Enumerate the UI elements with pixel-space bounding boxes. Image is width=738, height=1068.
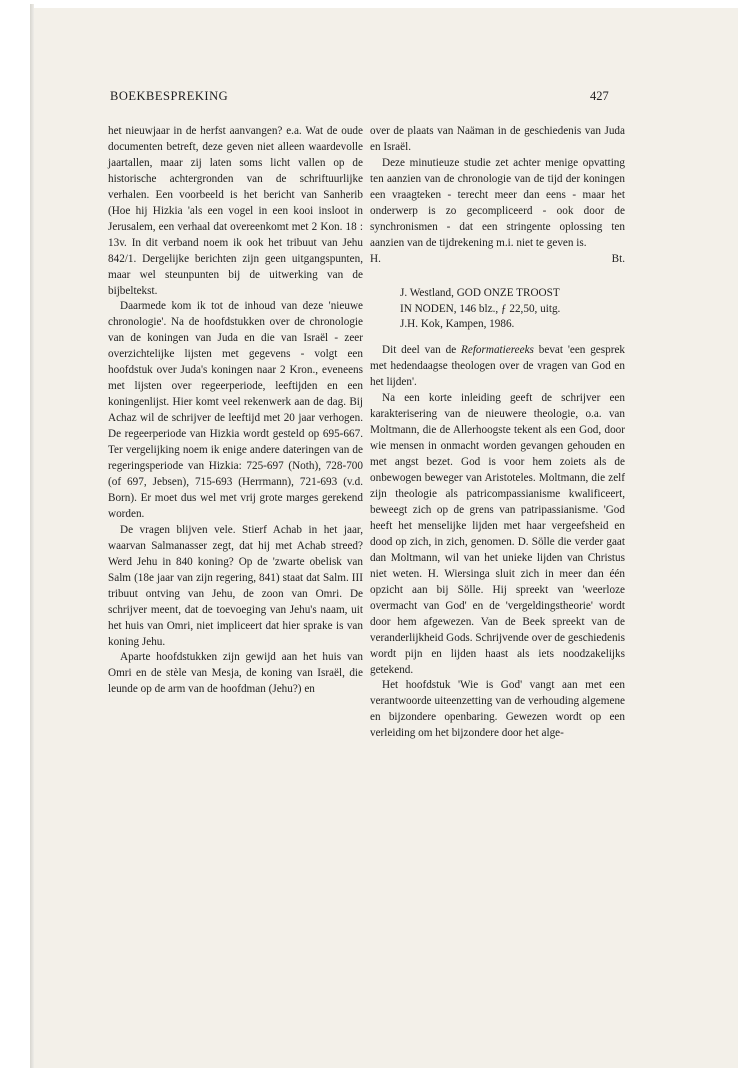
right-paragraph-3-end: bevat 'een gesprek met hedendaagse theologen over de vragen van God en het lijden'. xyxy=(370,344,626,389)
left-paragraph-2: Daarmede kom ik tot de inhoud van deze 'nieuwe chronologie'. Na de hoofdstukken over de chronologie van de koningen van Juda en die van Israël - zeer overzichtelijke lijsten met gegevens - volgt een hoofdstuk over Juda's koningen naar 2 Kron., eveneens met lijsten over regeerperiode, leeftijden en een koningenlijst. Hier komt veel rekenwerk aan de dag. Bij Achaz wil de schrijver de leeftijd met 20 jaar verhogen. De regeerperiode van Hizkia wordt gesteld op 695-667. Ter vergelijking noem ik enige andere dateringen van de regeringsperiode van Hizkia: 725-697 (Noth), 728-700 (of 697, Jebsen), 715-693 (Herrmann), 721-693 (v.d. Born). Er moet dus wel met vrij grote marges gerekend worden. xyxy=(108,300,363,520)
review-header-line-3: J.H. Kok, Kampen, 1986. xyxy=(400,318,515,331)
right-column xyxy=(370,124,625,742)
right-paragraph-4: Na een korte inleiding geeft de schrijver een karakterisering van de nieuwere theologie, o.a. van Moltmann, die de Allerhoogste tekent als een God, door wie mensen in onmacht worden gevangen gehouden en met angst bezet. God is voor hem zoiets als de onbewogen beweger van Aristoteles. Moltmann, die zelf zijn theologie als patricompassianisme kwalificeert, beweegt zich op de grens van patripassianisme. 'God heeft het menselijke lijden met haar vergeefsheid en dood op zich, in zich, genomen. D. Sölle die verder gaat dan Moltmann, wil van het unieke lijden van Christus niet weten. H. Wiersinga sluit zich in meer dan één opzicht aan bij Sölle. Hij spreekt van 'weerloze overmacht van God' en de 'vergeldingstheorie' wordt door hem afgewezen. Van de Beek spreekt van de veranderlijkheid Gods. Schrijvende over de geschiedenis wordt pijn en lijden haast als iets noodzakelijks getekend. xyxy=(370,392,625,676)
left-paragraph-1: het nieuwjaar in de herfst aanvangen? e.a. Wat de oude documenten betreft, deze geven niet alleen waardevolle jaartallen, maar zij laten soms licht vallen op de historische achtergronden van de schriftuurlijke verhalen. Een voorbeeld is het bericht van Sanherib (Hoe hij Hizkia 'als een vogel in een kooi insloot in Jerusalem, een verhaal dat overeenkomt met 2 Kon. 18 : 13v. In dit verband noem ik ook het tribuut van Jehu 842/1. Dergelijke berichten zijn geen uitgangspunten, maar wel steunpunten bij de uitwerking van de bijbeltekst. xyxy=(108,125,363,297)
right-paragraph-1: over de plaats van Naäman in de geschiedenis van Juda en Israël. xyxy=(370,125,625,153)
right-paragraph-3 xyxy=(370,343,625,391)
left-paragraph-3: De vragen blijven vele. Stierf Achab in het jaar, waarvan Salmanasser zegt, dat hij met Achab streed? Werd Jehu in 840 koning? Op de 'zwarte obelisk van Salm (18e jaar van zijn regering, 841) staat dat Salm. III tribuut ontving van Jehu, de zoon van Omri. De schrijver meent, dat de toevoeging van Jehu's naam, uit het huis van Omri, niet impliceert dat hier sprake is van koning Jehu. xyxy=(108,523,363,648)
review-header-line-1: J. Westland, GOD ONZE TROOST xyxy=(400,286,560,299)
review-header-line-2: IN NODEN, 146 blz., ƒ 22,50, uitg. xyxy=(400,302,561,315)
left-paragraph-4: Aparte hoofdstukken zijn gewijd aan het huis van Omri en de stèle van Mesja, de koning van Israël, die leunde op de arm van de hoofdman (Jehu?) en xyxy=(108,651,363,696)
series-title: Reformatiereeks xyxy=(461,344,534,357)
book-review-header xyxy=(370,286,625,334)
right-paragraph-5: Het hoofdstuk 'Wie is God' vangt aan met een verantwoorde uiteenzetting van de verhouding algemene en bijzondere openbaring. Gewezen wordt op een verleiding om het bijzondere door het alge- xyxy=(370,679,625,740)
signature-initial: H. xyxy=(370,252,381,265)
page-number: 427 xyxy=(590,89,609,103)
signature-author: Bt. xyxy=(611,252,625,265)
running-head: BOEKBESPREKING xyxy=(110,89,229,103)
review-signature xyxy=(370,252,625,268)
right-paragraph-2: Deze minutieuze studie zet achter menige opvatting ten aanzien van de chronologie van de tijd der koningen een vraagteken - terecht meer dan eens - maar het onderwerp is zo gecompliceerd - ook door de synchronismen - dat een stringente oplossing ten aanzien van de tijdrekening m.i. niet te geven is. xyxy=(370,156,625,249)
right-paragraph-3-start: Dit deel van de xyxy=(382,344,457,357)
left-column xyxy=(108,124,363,698)
